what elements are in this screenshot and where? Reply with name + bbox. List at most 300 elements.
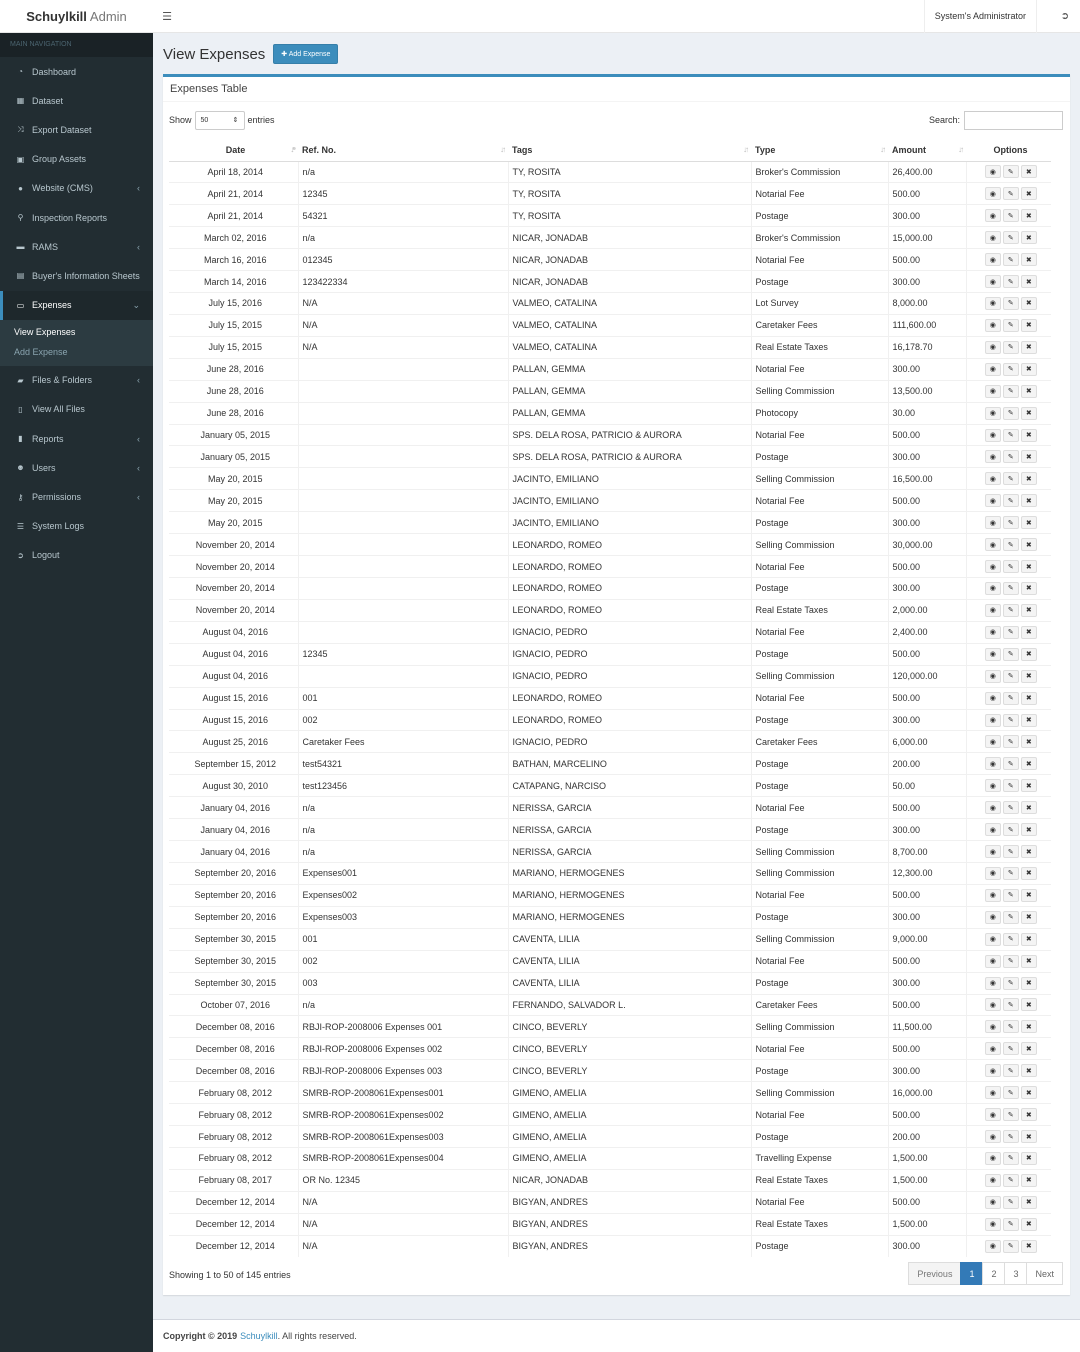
sidebar-item-label: View All Files	[32, 404, 85, 415]
cell-date: August 25, 2016	[169, 731, 298, 753]
delete-button[interactable]	[1021, 1064, 1037, 1077]
delete-button[interactable]	[1021, 494, 1037, 507]
edit-button[interactable]	[1003, 429, 1019, 442]
cell-tags: GIMENO, AMELIA	[508, 1147, 751, 1169]
cell-ref: test54321	[298, 753, 508, 775]
delete-button[interactable]	[1021, 1196, 1037, 1209]
cell-date: July 15, 2016	[169, 293, 298, 315]
cell-ref: 002	[298, 950, 508, 972]
cell-tags: TY, ROSITA	[508, 205, 751, 227]
delete-button[interactable]	[1021, 604, 1037, 617]
view-button[interactable]	[985, 1240, 1001, 1253]
edit-button[interactable]	[1003, 626, 1019, 639]
entries-select[interactable]	[195, 111, 245, 130]
delete-button[interactable]	[1021, 977, 1037, 990]
cell-amount: 500.00	[888, 249, 966, 271]
sidebar-item-dashboard[interactable]	[0, 57, 153, 86]
view-button[interactable]	[985, 977, 1001, 990]
delete-button[interactable]	[1021, 319, 1037, 332]
delete-button[interactable]	[1021, 1152, 1037, 1165]
table-row	[169, 906, 1051, 928]
times-icon: ✖	[1025, 629, 1032, 637]
table-row	[169, 446, 1051, 468]
add-expense-button[interactable]	[273, 44, 338, 64]
view-button[interactable]	[985, 845, 1001, 858]
delete-button[interactable]	[1021, 165, 1037, 178]
cell-options	[966, 490, 1051, 512]
view-button[interactable]	[985, 1196, 1001, 1209]
view-button[interactable]	[985, 538, 1001, 551]
cell-ref: N/A	[298, 1191, 508, 1213]
delete-button[interactable]	[1021, 1020, 1037, 1033]
delete-button[interactable]	[1021, 297, 1037, 310]
view-button[interactable]	[985, 801, 1001, 814]
edit-button[interactable]	[1003, 714, 1019, 727]
edit-button[interactable]	[1003, 1196, 1019, 1209]
cell-type: Lot Survey	[751, 293, 888, 315]
cell-ref: N/A	[298, 293, 508, 315]
table-header-row	[169, 140, 1051, 161]
edit-button[interactable]	[1003, 1152, 1019, 1165]
times-icon: ✖	[1025, 738, 1032, 746]
edit-button[interactable]	[1003, 692, 1019, 705]
view-button[interactable]	[985, 757, 1001, 770]
sign-out-button[interactable]	[1050, 0, 1080, 33]
edit-button[interactable]	[1003, 933, 1019, 946]
delete-button[interactable]	[1021, 341, 1037, 354]
edit-button[interactable]	[1003, 538, 1019, 551]
edit-button[interactable]	[1003, 998, 1019, 1011]
delete-button[interactable]	[1021, 1174, 1037, 1187]
edit-button[interactable]	[1003, 1020, 1019, 1033]
delete-button[interactable]	[1021, 1130, 1037, 1143]
view-button[interactable]	[985, 1086, 1001, 1099]
cell-type: Postage	[751, 775, 888, 797]
view-button[interactable]	[985, 670, 1001, 683]
sign-out-icon: ➲	[1060, 11, 1070, 22]
cell-options	[966, 994, 1051, 1016]
edit-button[interactable]	[1003, 889, 1019, 902]
edit-button[interactable]	[1003, 231, 1019, 244]
delete-button[interactable]	[1021, 407, 1037, 420]
view-button[interactable]	[985, 714, 1001, 727]
edit-button[interactable]	[1003, 165, 1019, 178]
eye-icon: ◉	[989, 366, 996, 374]
edit-button[interactable]	[1003, 319, 1019, 332]
edit-button[interactable]	[1003, 407, 1019, 420]
delete-button[interactable]	[1021, 955, 1037, 968]
edit-icon: ✎	[1007, 432, 1014, 440]
eye-icon: ◉	[989, 738, 996, 746]
cell-tags: IGNACIO, PEDRO	[508, 665, 751, 687]
edit-button[interactable]	[1003, 845, 1019, 858]
view-button[interactable]	[985, 648, 1001, 661]
eye-icon: ◉	[989, 673, 996, 681]
cell-type: Selling Commission	[751, 1082, 888, 1104]
col-amount[interactable]	[888, 140, 966, 161]
file-icon: ▯	[18, 404, 23, 414]
delete-button[interactable]	[1021, 450, 1037, 463]
delete-button[interactable]	[1021, 253, 1037, 266]
edit-button[interactable]	[1003, 977, 1019, 990]
delete-button[interactable]	[1021, 1108, 1037, 1121]
view-button[interactable]	[985, 516, 1001, 529]
edit-button[interactable]	[1003, 955, 1019, 968]
delete-button[interactable]	[1021, 209, 1037, 222]
delete-button[interactable]	[1021, 187, 1037, 200]
cell-date: July 15, 2015	[169, 336, 298, 358]
sidebar-item-label: System Logs	[32, 521, 85, 532]
times-icon: ✖	[1025, 212, 1032, 220]
edit-button[interactable]	[1003, 1086, 1019, 1099]
view-button[interactable]	[985, 582, 1001, 595]
cell-options	[966, 402, 1051, 424]
cell-ref: N/A	[298, 314, 508, 336]
edit-icon: ✎	[1007, 870, 1014, 878]
delete-button[interactable]	[1021, 735, 1037, 748]
submenu-item-add-expense[interactable]: Add Expense	[14, 346, 68, 357]
view-button[interactable]	[985, 209, 1001, 222]
delete-button[interactable]	[1021, 429, 1037, 442]
times-icon: ✖	[1025, 1199, 1032, 1207]
edit-button[interactable]	[1003, 187, 1019, 200]
delete-button[interactable]	[1021, 933, 1037, 946]
table-row	[169, 863, 1051, 885]
delete-button[interactable]	[1021, 231, 1037, 244]
times-icon: ✖	[1025, 322, 1032, 330]
sidebar-item-reports[interactable]	[0, 424, 153, 453]
view-button[interactable]	[985, 1218, 1001, 1231]
cell-options	[966, 599, 1051, 621]
entries-select-value: 50	[200, 116, 209, 124]
view-button[interactable]	[985, 494, 1001, 507]
cell-ref	[298, 446, 508, 468]
brand-logo[interactable]	[0, 0, 153, 33]
table-row	[169, 1038, 1051, 1060]
edit-button[interactable]	[1003, 297, 1019, 310]
cell-type: Notarial Fee	[751, 950, 888, 972]
sidebar-item-group-assets[interactable]	[0, 145, 153, 174]
edit-button[interactable]	[1003, 341, 1019, 354]
view-button[interactable]	[985, 472, 1001, 485]
view-button[interactable]	[985, 297, 1001, 310]
view-button[interactable]	[985, 998, 1001, 1011]
edit-button[interactable]	[1003, 1042, 1019, 1055]
edit-icon: ✎	[1007, 388, 1014, 396]
cell-date: September 30, 2015	[169, 972, 298, 994]
edit-button[interactable]	[1003, 801, 1019, 814]
sidebar-item-files-folders[interactable]	[0, 366, 153, 395]
cell-amount: 300.00	[888, 205, 966, 227]
edit-icon: ✎	[1007, 300, 1014, 308]
view-button[interactable]	[985, 626, 1001, 639]
cell-date: September 20, 2016	[169, 863, 298, 885]
eye-icon: ◉	[989, 980, 996, 988]
cell-amount: 13,500.00	[888, 380, 966, 402]
delete-button[interactable]	[1021, 275, 1037, 288]
edit-button[interactable]	[1003, 385, 1019, 398]
view-button[interactable]	[985, 363, 1001, 376]
cell-tags: MARIANO, HERMOGENES	[508, 906, 751, 928]
sidebar-item-buyer-s-information-sheets[interactable]	[0, 261, 153, 290]
edit-button[interactable]	[1003, 560, 1019, 573]
eye-icon: ◉	[989, 870, 996, 878]
cell-date: January 05, 2015	[169, 424, 298, 446]
list-icon: ☰	[16, 521, 25, 531]
view-button[interactable]	[985, 911, 1001, 924]
cell-type: Caretaker Fees	[751, 314, 888, 336]
view-button[interactable]	[985, 231, 1001, 244]
view-button[interactable]	[985, 867, 1001, 880]
delete-button[interactable]	[1021, 472, 1037, 485]
view-button[interactable]	[985, 1020, 1001, 1033]
delete-button[interactable]	[1021, 692, 1037, 705]
delete-button[interactable]	[1021, 779, 1037, 792]
delete-button[interactable]	[1021, 582, 1037, 595]
edit-icon: ✎	[1007, 782, 1014, 790]
delete-button[interactable]	[1021, 801, 1037, 814]
cell-options	[966, 1016, 1051, 1038]
edit-icon: ✎	[1007, 344, 1014, 352]
cell-date: November 20, 2014	[169, 599, 298, 621]
cell-tags: PALLAN, GEMMA	[508, 380, 751, 402]
delete-button[interactable]	[1021, 911, 1037, 924]
view-button[interactable]	[985, 253, 1001, 266]
view-button[interactable]	[985, 955, 1001, 968]
cell-date: February 08, 2012	[169, 1126, 298, 1148]
cell-tags: BIGYAN, ANDRES	[508, 1213, 751, 1235]
cell-tags: CAVENTA, LILIA	[508, 972, 751, 994]
delete-button[interactable]	[1021, 516, 1037, 529]
edit-button[interactable]	[1003, 911, 1019, 924]
view-button[interactable]	[985, 1174, 1001, 1187]
view-button[interactable]	[985, 341, 1001, 354]
cell-amount: 500.00	[888, 490, 966, 512]
cell-tags: CAVENTA, LILIA	[508, 928, 751, 950]
delete-button[interactable]	[1021, 714, 1037, 727]
sign-in-icon: ➲	[17, 550, 24, 560]
view-button[interactable]	[985, 275, 1001, 288]
cell-date: November 20, 2014	[169, 534, 298, 556]
edit-button[interactable]	[1003, 1108, 1019, 1121]
col-ref[interactable]	[298, 140, 508, 161]
sidebar-item-logout[interactable]	[0, 541, 153, 570]
cell-type: Photocopy	[751, 402, 888, 424]
view-button[interactable]	[985, 889, 1001, 902]
edit-button[interactable]	[1003, 253, 1019, 266]
cell-options	[966, 446, 1051, 468]
edit-button[interactable]	[1003, 363, 1019, 376]
view-button[interactable]	[985, 450, 1001, 463]
previous-button[interactable]: Previous	[908, 1262, 961, 1285]
page-2-button[interactable]: 2	[982, 1262, 1005, 1285]
delete-button[interactable]	[1021, 845, 1037, 858]
view-button[interactable]	[985, 385, 1001, 398]
cell-options	[966, 424, 1051, 446]
cell-ref: SMRB-ROP-2008061Expenses004	[298, 1147, 508, 1169]
cell-date: June 28, 2016	[169, 402, 298, 424]
cell-amount: 9,000.00	[888, 928, 966, 950]
table-row	[169, 512, 1051, 534]
sidebar-toggle-button[interactable]	[153, 0, 181, 33]
search-input[interactable]	[964, 111, 1063, 130]
delete-button[interactable]	[1021, 998, 1037, 1011]
edit-button[interactable]	[1003, 1240, 1019, 1253]
eye-icon: ◉	[989, 322, 996, 330]
view-button[interactable]	[985, 1152, 1001, 1165]
edit-button[interactable]	[1003, 450, 1019, 463]
delete-button[interactable]	[1021, 385, 1037, 398]
edit-button[interactable]	[1003, 648, 1019, 661]
cell-amount: 2,400.00	[888, 621, 966, 643]
view-button[interactable]	[985, 560, 1001, 573]
edit-button[interactable]	[1003, 757, 1019, 770]
table-row	[169, 314, 1051, 336]
sidebar-item-view-all-files[interactable]	[0, 395, 153, 424]
cell-amount: 500.00	[888, 950, 966, 972]
view-button[interactable]	[985, 692, 1001, 705]
expenses-table	[169, 140, 1051, 1257]
delete-button[interactable]	[1021, 670, 1037, 683]
view-button[interactable]	[985, 779, 1001, 792]
table-row	[169, 753, 1051, 775]
cell-ref: n/a	[298, 819, 508, 841]
edit-button[interactable]	[1003, 275, 1019, 288]
cell-type: Selling Commission	[751, 863, 888, 885]
sidebar-item-website-cms[interactable]	[0, 174, 153, 203]
edit-button[interactable]	[1003, 670, 1019, 683]
view-button[interactable]	[985, 407, 1001, 420]
delete-button[interactable]	[1021, 1218, 1037, 1231]
edit-button[interactable]	[1003, 823, 1019, 836]
cell-ref: N/A	[298, 1235, 508, 1257]
edit-button[interactable]	[1003, 582, 1019, 595]
cell-date: October 07, 2016	[169, 994, 298, 1016]
edit-button[interactable]	[1003, 1218, 1019, 1231]
eye-icon: ◉	[989, 1199, 996, 1207]
delete-button[interactable]	[1021, 757, 1037, 770]
delete-button[interactable]	[1021, 1086, 1037, 1099]
col-type[interactable]	[751, 140, 888, 161]
cell-date: February 08, 2017	[169, 1169, 298, 1191]
edit-icon: ✎	[1007, 738, 1014, 746]
delete-button[interactable]	[1021, 823, 1037, 836]
view-button[interactable]	[985, 429, 1001, 442]
col-date[interactable]	[169, 140, 298, 161]
cell-type: Real Estate Taxes	[751, 1169, 888, 1191]
view-button[interactable]	[985, 823, 1001, 836]
cell-date: December 08, 2016	[169, 1016, 298, 1038]
view-button[interactable]	[985, 933, 1001, 946]
edit-button[interactable]	[1003, 1130, 1019, 1143]
cell-ref: Expenses002	[298, 884, 508, 906]
edit-icon: ✎	[1007, 892, 1014, 900]
sidebar-item-system-logs[interactable]	[0, 512, 153, 541]
next-button[interactable]: Next	[1026, 1262, 1063, 1285]
delete-button[interactable]	[1021, 538, 1037, 551]
cell-options	[966, 358, 1051, 380]
delete-button[interactable]	[1021, 889, 1037, 902]
eye-icon: ◉	[989, 453, 996, 461]
delete-button[interactable]	[1021, 867, 1037, 880]
view-button[interactable]	[985, 604, 1001, 617]
eye-icon: ◉	[989, 936, 996, 944]
view-button[interactable]	[985, 1042, 1001, 1055]
sidebar-item-rams[interactable]	[0, 232, 153, 261]
edit-button[interactable]	[1003, 494, 1019, 507]
table-row	[169, 1169, 1051, 1191]
edit-icon: ✎	[1007, 673, 1014, 681]
edit-icon: ✎	[1007, 1023, 1014, 1031]
delete-button[interactable]	[1021, 648, 1037, 661]
edit-icon: ✎	[1007, 1243, 1014, 1251]
cell-ref: Expenses003	[298, 906, 508, 928]
edit-button[interactable]	[1003, 1174, 1019, 1187]
sidebar-item-expenses[interactable]	[0, 291, 153, 320]
edit-button[interactable]	[1003, 472, 1019, 485]
view-button[interactable]	[985, 1064, 1001, 1077]
edit-button[interactable]	[1003, 1064, 1019, 1077]
view-button[interactable]	[985, 735, 1001, 748]
edit-icon: ✎	[1007, 958, 1014, 966]
edit-button[interactable]	[1003, 604, 1019, 617]
edit-button[interactable]	[1003, 516, 1019, 529]
eye-icon: ◉	[989, 1155, 996, 1163]
edit-button[interactable]	[1003, 735, 1019, 748]
user-menu[interactable]: System's Administrator	[924, 0, 1037, 33]
table-row	[169, 709, 1051, 731]
cell-options	[966, 906, 1051, 928]
sidebar-item-export-dataset[interactable]	[0, 115, 153, 144]
delete-button[interactable]	[1021, 1240, 1037, 1253]
cell-amount: 8,000.00	[888, 293, 966, 315]
cell-date: June 28, 2016	[169, 380, 298, 402]
edit-button[interactable]	[1003, 209, 1019, 222]
sidebar-item-label: Inspection Reports	[32, 212, 108, 223]
delete-button[interactable]	[1021, 560, 1037, 573]
cell-amount: 8,700.00	[888, 841, 966, 863]
view-button[interactable]	[985, 319, 1001, 332]
view-button[interactable]	[985, 1108, 1001, 1121]
cell-ref	[298, 578, 508, 600]
cell-date: November 20, 2014	[169, 578, 298, 600]
col-tags[interactable]	[508, 140, 751, 161]
sidebar-item-inspection-reports[interactable]	[0, 203, 153, 232]
delete-button[interactable]	[1021, 363, 1037, 376]
cell-amount: 300.00	[888, 271, 966, 293]
cell-options	[966, 556, 1051, 578]
delete-button[interactable]	[1021, 626, 1037, 639]
sidebar-item-users[interactable]	[0, 453, 153, 482]
delete-button[interactable]	[1021, 1042, 1037, 1055]
view-button[interactable]	[985, 1130, 1001, 1143]
page-3-button[interactable]: 3	[1004, 1262, 1027, 1285]
eye-icon: ◉	[989, 1111, 996, 1119]
view-button[interactable]	[985, 165, 1001, 178]
footer-brand-link[interactable]: Schuylkill	[240, 1331, 278, 1341]
page-1-button[interactable]: 1	[960, 1262, 983, 1285]
sidebar-item-dataset[interactable]	[0, 86, 153, 115]
edit-icon: ✎	[1007, 278, 1014, 286]
edit-button[interactable]	[1003, 779, 1019, 792]
submenu-item-view-expenses[interactable]: View Expenses	[14, 326, 76, 337]
times-icon: ✖	[1025, 870, 1032, 878]
edit-button[interactable]	[1003, 867, 1019, 880]
times-icon: ✖	[1025, 432, 1032, 440]
view-button[interactable]	[985, 187, 1001, 200]
sidebar-item-permissions[interactable]	[0, 482, 153, 511]
sidebar	[0, 33, 153, 1352]
